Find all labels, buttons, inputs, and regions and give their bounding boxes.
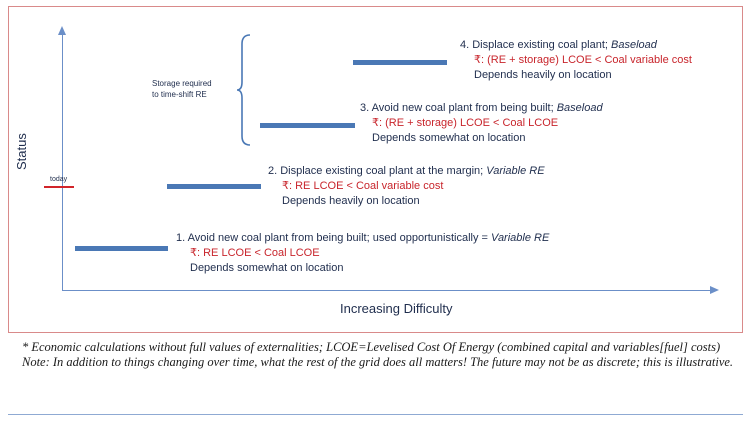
step-2-text (268, 164, 545, 209)
step-2-note: Depends heavily on location (282, 195, 420, 207)
today-marker (44, 186, 74, 188)
step-3-note: Depends somewhat on location (372, 132, 526, 144)
step-4-bar (353, 60, 447, 65)
step-1-bar (75, 246, 168, 251)
bottom-rule (8, 414, 743, 415)
y-axis (62, 34, 63, 290)
step-4-note: Depends heavily on location (474, 69, 612, 81)
y-axis-arrow (58, 26, 66, 35)
step-1-text (176, 231, 549, 276)
footnote (22, 340, 746, 370)
step-3-cost: ₹: (RE + storage) LCOE < Coal LCOE (372, 117, 559, 129)
today-label: today (50, 176, 68, 183)
footnote-note: Note: In addition to things changing over time, what the rest of the grid does all matters! The future may not be as discrete; this is illustrative. (22, 355, 734, 369)
x-axis-arrow (710, 286, 719, 294)
step-4-cost: ₹: (RE + storage) LCOE < Coal variable cost (474, 54, 692, 66)
step-2-cost: ₹: RE LCOE < Coal variable cost (282, 180, 444, 192)
step-2-title: 2. Displace existing coal plant at the margin; Variable RE (268, 165, 545, 177)
step-4-title: 4. Displace existing coal plant; Baseload (460, 39, 657, 51)
step-3-title: 3. Avoid new coal plant from being built; Baseload (360, 102, 603, 114)
step-1-title: 1. Avoid new coal plant from being built; used opportunistically = Variable RE (176, 232, 550, 244)
step-3-bar (260, 123, 355, 128)
step-1-cost: ₹: RE LCOE < Coal LCOE (190, 247, 320, 259)
step-3-text (360, 101, 603, 146)
y-axis-label: Status (14, 133, 29, 170)
storage-note-line2: to time-shift RE (152, 90, 207, 99)
storage-note (152, 78, 212, 100)
step-4-text (460, 38, 692, 83)
step-2-bar (167, 184, 261, 189)
footnote-externalities: * Economic calculations without full values of externalities; LCOE=Levelised Cost Of Energy (combined capital and variables[fuel] costs) (22, 340, 721, 354)
x-axis (62, 290, 712, 291)
storage-brace (236, 34, 252, 146)
step-1-note: Depends somewhat on location (190, 262, 344, 274)
x-axis-label: Increasing Difficulty (340, 301, 453, 316)
storage-note-line1: Storage required (152, 79, 212, 88)
